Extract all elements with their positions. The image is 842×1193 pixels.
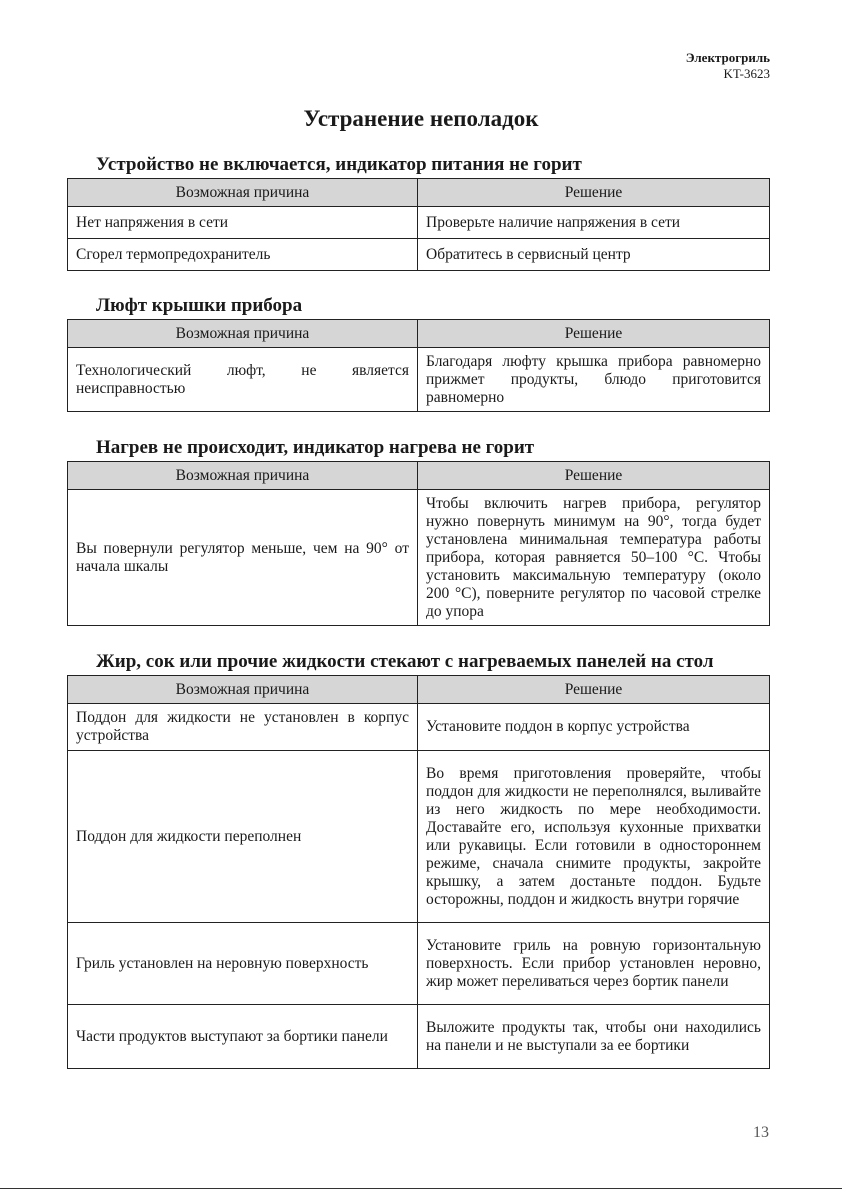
column-header-cause: Возможная причина — [68, 179, 418, 207]
table-header-row — [68, 676, 770, 704]
solution-cell: Благодаря люфту крышка прибора равномерно прижмет продукты, блюдо приготовится равномерно — [418, 348, 770, 412]
section-no-heating — [67, 435, 769, 626]
solution-cell: Установите поддон в корпус устройства — [418, 704, 770, 751]
section-title: Люфт крышки прибора — [96, 295, 303, 316]
solution-cell: Обратитесь в сервисный центр — [418, 239, 770, 271]
table-row — [68, 490, 770, 626]
section-title: Нагрев не происходит, индикатор нагрева не горит — [96, 437, 535, 458]
table-row — [68, 704, 770, 751]
table-header-row — [68, 462, 770, 490]
table-row — [68, 207, 770, 239]
cause-cell: Поддон для жидкости не установлен в корпус устройства — [68, 704, 418, 751]
page-title: Устранение неполадок — [303, 106, 539, 131]
section-title: Жир, сок или прочие жидкости стекают с нагреваемых панелей на стол — [96, 651, 714, 672]
brand-name: Электрогриль — [685, 50, 770, 65]
section-lid-play — [67, 293, 769, 412]
cause-cell: Сгорел термопредохранитель — [68, 239, 418, 271]
solution-cell: Выложите продукты так, чтобы они находились на панели и не выступали за ее бортики — [418, 1005, 770, 1069]
model-number: KT-3623 — [723, 66, 770, 81]
table-row — [68, 1005, 770, 1069]
page-header — [686, 50, 770, 82]
cause-cell: Технологический люфт, не является неисправностью — [68, 348, 418, 412]
solution-cell: Проверьте наличие напряжения в сети — [418, 207, 770, 239]
cause-cell: Части продуктов выступают за бортики панели — [68, 1005, 418, 1069]
column-header-solution: Решение — [418, 179, 770, 207]
solution-cell: Чтобы включить нагрев прибора, регулятор нужно повернуть минимум на 90°, тогда будет установлена минимальная температура работы прибора, которая равняется 50–100 °С. Чтобы установить максимальную температуру (около 200 °С), поверните регулятор по часовой стрелке до упора — [418, 490, 770, 626]
troubleshooting-table — [67, 178, 770, 271]
column-header-solution: Решение — [418, 320, 770, 348]
table-row — [68, 751, 770, 923]
troubleshooting-table — [67, 461, 770, 626]
solution-cell: Во время приготовления проверяйте, чтобы поддон для жидкости не переполнялся, выливайте из него жидкость по мере необходимости. Доставайте его, используя кухонные прихватки или рукавицы. Если готовили в одностороннем режиме, сначала снимите продукты, закройте крышку, а затем достаньте поддон. Будьте осторожны, поддон и жидкость внутри горячие — [418, 751, 770, 923]
page-divider — [0, 1188, 842, 1189]
page-number: 13 — [753, 1124, 769, 1141]
column-header-solution: Решение — [418, 462, 770, 490]
table-row — [68, 348, 770, 412]
table-row — [68, 923, 770, 1005]
section-title: Устройство не включается, индикатор питания не горит — [96, 154, 582, 175]
table-header-row — [68, 179, 770, 207]
column-header-cause: Возможная причина — [68, 676, 418, 704]
column-header-solution: Решение — [418, 676, 770, 704]
cause-cell: Гриль установлен на неровную поверхность — [68, 923, 418, 1005]
table-row — [68, 239, 770, 271]
section-no-power — [67, 152, 769, 271]
troubleshooting-table — [67, 675, 770, 1069]
cause-cell: Поддон для жидкости переполнен — [68, 751, 418, 923]
column-header-cause: Возможная причина — [68, 320, 418, 348]
section-liquid-leak — [67, 649, 769, 1069]
solution-cell: Установите гриль на ровную горизонтальную поверхность. Если прибор установлен неровно, жир может переливаться через бортик панели — [418, 923, 770, 1005]
cause-cell: Нет напряжения в сети — [68, 207, 418, 239]
column-header-cause: Возможная причина — [68, 462, 418, 490]
table-header-row — [68, 320, 770, 348]
troubleshooting-table — [67, 319, 770, 412]
cause-cell: Вы повернули регулятор меньше, чем на 90° от начала шкалы — [68, 490, 418, 626]
